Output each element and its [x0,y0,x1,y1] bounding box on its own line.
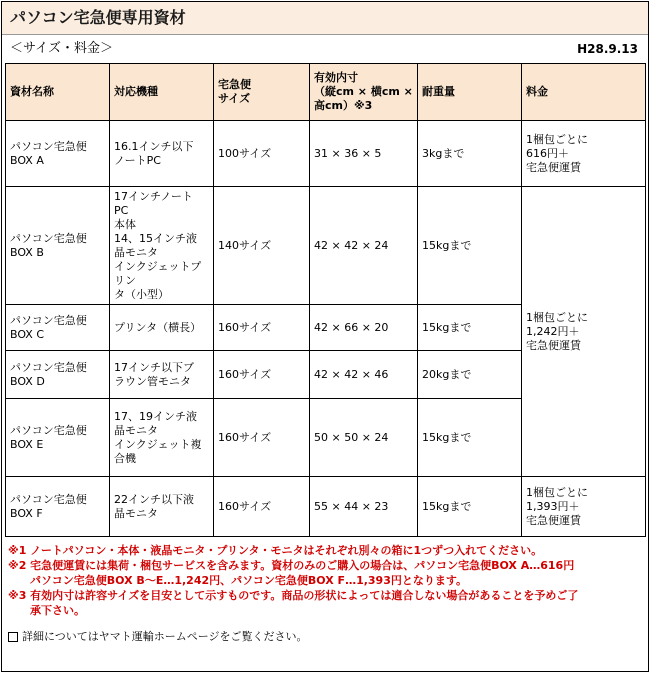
cell-weight: 20kgまで [418,351,522,399]
cell-dims: 55 × 44 × 23 [310,477,418,537]
price-table [5,63,646,537]
header-dims: 有効内寸 （縦cm × 横cm × 高cm）※3 [310,64,418,121]
header-device: 対応機種 [110,64,214,121]
table-row [6,477,646,537]
checkbox-icon [8,632,18,642]
cell-dims: 42 × 42 × 46 [310,351,418,399]
table-row [6,121,646,187]
cell-device: 17、19インチ液 晶モニタ インクジェット複 合機 [110,399,214,477]
notes-section [8,543,642,618]
cell-size: 160サイズ [214,351,310,399]
cell-dims: 42 × 66 × 20 [310,305,418,351]
cell-name: パソコン宅急便 BOX E [6,399,110,477]
cell-weight: 15kgまで [418,187,522,305]
cell-device: 22インチ以下液 晶モニタ [110,477,214,537]
cell-weight: 15kgまで [418,305,522,351]
cell-size: 140サイズ [214,187,310,305]
table-row [6,187,646,305]
cell-size: 160サイズ [214,305,310,351]
revision-date: H28.9.13 [577,42,638,56]
cell-size: 160サイズ [214,399,310,477]
footer-text: 詳細についてはヤマト運輸ホームページをご覧ください。 [22,630,308,643]
cell-device: プリンタ（横長） [110,305,214,351]
cell-dims: 42 × 42 × 24 [310,187,418,305]
cell-name: パソコン宅急便 BOX A [6,121,110,187]
header-weight: 耐重量 [418,64,522,121]
note-2-continued: パソコン宅急便BOX B～E…1,242円、パソコン宅急便BOX F…1,393円となります。 [30,574,467,587]
section-heading: ＜サイズ・料金＞ [10,41,113,56]
cell-price-f: 1梱包ごとに 1,393円＋ 宅急便運賃 [522,477,646,537]
note-3-continued: 承下さい。 [30,604,85,617]
cell-name: パソコン宅急便 BOX F [6,477,110,537]
cell-device: 16.1インチ以下 ノートPC [110,121,214,187]
cell-weight: 3kgまで [418,121,522,187]
note-2: ※2 宅急便運賃には集荷・梱包サービスを含みます。資材のみのご購入の場合は、パソコン宅急便BOX A…616円 [8,559,575,572]
cell-device: 17インチノート PC 本体 14、15インチ液 晶モニタ インクジェットプリン タ（小型） [110,187,214,305]
cell-weight: 15kgまで [418,477,522,537]
cell-name: パソコン宅急便 BOX C [6,305,110,351]
note-3: ※3 有効内寸は許容サイズを目安として示すものです。商品の形状によっては適合しない場合があることを予めご了 [8,589,579,602]
cell-dims: 31 × 36 × 5 [310,121,418,187]
page-title: パソコン宅急便専用資材 [2,2,648,35]
footer-note [8,628,642,644]
header-size: 宅急便 サイズ [214,64,310,121]
cell-name: パソコン宅急便 BOX D [6,351,110,399]
note-1: ※1 ノートパソコン・本体・液晶モニタ・プリンタ・モニタはそれぞれ別々の箱に1つずつ入れてください。 [8,544,543,557]
cell-size: 160サイズ [214,477,310,537]
cell-price-a: 1梱包ごとに 616円＋ 宅急便運賃 [522,121,646,187]
cell-dims: 50 × 50 × 24 [310,399,418,477]
cell-weight: 15kgまで [418,399,522,477]
header-price: 料金 [522,64,646,121]
header-name: 資材名称 [6,64,110,121]
cell-size: 100サイズ [214,121,310,187]
cell-price-be: 1梱包ごとに 1,242円＋ 宅急便運賃 [522,187,646,477]
cell-device: 17インチ以下ブ ラウン管モニタ [110,351,214,399]
subheading-row [2,35,648,63]
document-page [1,1,649,672]
table-header-row [6,64,646,121]
cell-name: パソコン宅急便 BOX B [6,187,110,305]
